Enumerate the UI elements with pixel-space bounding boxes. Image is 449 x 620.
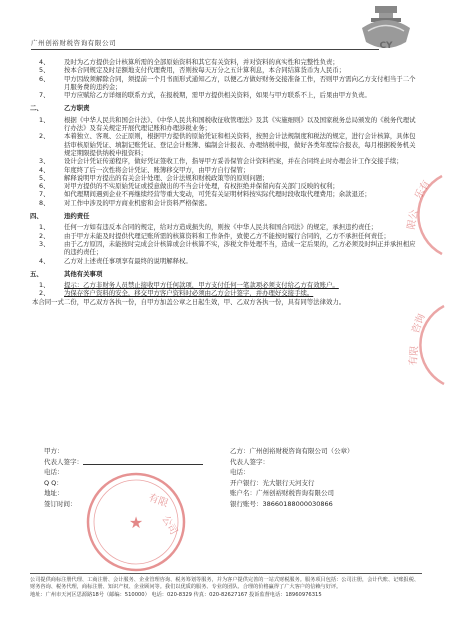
clause-l2 — [30, 232, 418, 240]
qq-label: Q Q： — [44, 478, 63, 487]
address-label: 地址： — [44, 489, 64, 498]
clause-b3 — [30, 157, 418, 165]
svg-text:乐有: 乐有 — [413, 178, 433, 202]
account-name-label: 账户名： — [230, 489, 256, 498]
clause-text: 设计会计凭证传递程序，做好凭证签收工作，指导甲方妥善保管会计资料档案，并在合同终止时办理会计工作交接手续； — [64, 157, 403, 166]
section-heading-liability — [30, 212, 418, 220]
party-a-name-row — [44, 446, 244, 457]
account-number-value: 38660188000030866 — [262, 499, 333, 508]
party-b-signature-block — [230, 446, 430, 510]
clause-b5 — [30, 174, 418, 182]
clause-text: 按本合同规定及时足额地支付代理费用，否则按每天万分之五计算利息，本合同结算货币为人民币； — [64, 66, 346, 75]
clause-text: 根据《中华人民共和国会计法》、《中华人民共和国税收征收管理法》及其《实施细则》以及国家税务总局颁发的《税务代理试行办法》及有关规定开展代理记账和办理涉税业务； — [64, 115, 416, 133]
clause-l3 — [30, 240, 418, 257]
clause-text: 提示：乙方非财务人员禁止接收甲方任何款项，甲方支付任何一笔款项必须支付给乙方有效账户。 — [64, 281, 339, 290]
clause-text: 由于乙方原因，未能按时完成会计核算或会计核算不实，涉税文件处理不当，造成一定后果的，乙方必须及时纠正并承担相应的违约责任； — [64, 239, 416, 257]
party-a-label: 甲方： — [44, 447, 64, 455]
clause-text: 年度终了后一次性将会计凭证、账簿移交甲方，由甲方自行保管； — [64, 165, 250, 174]
bank-label: 开户银行： — [230, 478, 263, 487]
page-footer — [30, 573, 422, 599]
clause-number: 6、 — [39, 74, 50, 83]
clause-number: 1、 — [39, 281, 50, 290]
party-b-account-name-row — [230, 488, 430, 499]
party-a-obligations — [30, 58, 418, 99]
clause-text: 解释说明甲方提出的有关会计处理、会计法规和财税政策等的原则问题； — [64, 173, 269, 182]
clause-b7 — [30, 190, 418, 198]
rep-label: 代表人签字： — [230, 457, 269, 466]
clause-l1 — [30, 223, 418, 231]
clause-number: 3、 — [39, 239, 50, 248]
party-a-address-row — [44, 488, 244, 499]
section-heading-other — [30, 270, 418, 278]
clause-text: 如代理期间遇到企业不再继续经营等重大变动，可凭有关证明材料按实际代理时段收取代理费用；余款退还； — [64, 190, 371, 199]
party-b-account-number-row — [230, 499, 430, 510]
other-clauses — [30, 281, 418, 298]
clause-a5 — [30, 66, 418, 74]
clause-b1 — [30, 116, 418, 133]
section-heading-party-b — [30, 104, 418, 112]
footer-description: 公司提供商标注册代理、工商注册、会计服务、企业管理咨询、税务筹划等服务，并为客户提供完善的一站式财税服务。服务项目包括：公司注册，会计代账、记账报税、财务咨询、税务代理，商标注册、知识产权、企业顾问等。我们以优质的服务、专业的团队、合理的价格赢得了广大客户的信赖与好评。 — [30, 577, 420, 590]
party-b-obligations — [30, 116, 418, 207]
section-title: 违约责任 — [64, 212, 90, 221]
section-number: 四、 — [30, 212, 43, 221]
footer-contact: 地址：广州市天河区思源路18号（邮编：510000） 电话：020-8329 传真：020-82627167 投诉监督电话：18960976315 — [30, 592, 322, 598]
svg-text:公司: 公司 — [159, 514, 179, 537]
svg-text:★: ★ — [128, 513, 144, 532]
clause-b2 — [30, 132, 418, 157]
clause-b8 — [30, 199, 418, 207]
party-a-rep-row — [44, 457, 244, 468]
clause-number: 4、 — [39, 256, 50, 265]
rep-label: 代表人签字： — [44, 457, 83, 466]
clause-o2 — [30, 289, 418, 297]
signature-line — [83, 457, 203, 465]
clause-text: 为保存客户资料的安全，移交甲方客户资料时必须由乙方会计签字，并办理好交接手续。 — [64, 289, 314, 298]
section-title: 其他有关事项 — [64, 269, 103, 278]
clause-text: 本着独立、客观、公正原则，根据甲方提供的原始凭证和相关资料，按照会计法规制度和税法的规定，进行会计核算，具体包括审核原始凭证、填制记账凭证、登记会计账簿、编制会计报表、办理纳税申报，做好各类年度综合报表，每月根据税务机关规定期限提供纳税申报资料； — [64, 132, 416, 157]
clause-number: 7、 — [39, 91, 50, 100]
clause-number: 2、 — [39, 231, 50, 240]
clause-number: 5、 — [39, 66, 50, 75]
company-logo — [356, 4, 416, 62]
party-b-rep-row — [230, 457, 430, 468]
clause-number: 5、 — [39, 173, 50, 182]
svg-text:有限: 有限 — [146, 492, 170, 510]
section-number: 五、 — [30, 269, 43, 278]
clause-text: 任何一方如有违反本合同的规定，给对方造成损失的，则按《中华人民共和国合同法》的规定，承担违约责任； — [64, 223, 378, 232]
clause-number: 6、 — [39, 182, 50, 191]
party-b-phone-row — [230, 467, 430, 478]
party-b-label: 乙方： — [230, 447, 250, 455]
logo-text: CY — [379, 41, 393, 51]
party-a-qq-row — [44, 478, 244, 489]
clause-number: 4、 — [39, 165, 50, 174]
clause-a7 — [30, 91, 418, 99]
clause-l4 — [30, 257, 418, 265]
clause-number: 1、 — [39, 223, 50, 232]
phone-label: 电话： — [230, 468, 250, 477]
header-divider — [31, 49, 379, 50]
clause-text: 对甲方提供的不实原始凭证或授意做出的不当会计处理，有权拒绝并保留向有关部门反映的权利； — [64, 182, 339, 191]
party-b-bank-row — [230, 478, 430, 489]
clause-text: 由于甲方未能及时提供代理记账所需的核算资料和工作条件，致使乙方不能按时履行合同的，乙方不承担任何责任； — [64, 231, 390, 240]
clause-number: 2、 — [39, 289, 50, 298]
clause-number: 1、 — [39, 115, 50, 124]
clause-b4 — [30, 166, 418, 174]
party-a-phone-row — [44, 467, 244, 478]
svg-text:咨询: 咨询 — [410, 312, 428, 336]
date-label: 签订时间： — [44, 499, 77, 508]
section-title: 乙方职责 — [64, 104, 90, 113]
bank-value: 光大银行天河支行 — [262, 478, 315, 487]
svg-text:限公: 限公 — [406, 208, 421, 231]
clause-text: 对工作中涉及的甲方商业机密和会计资料严格保密。 — [64, 198, 211, 207]
closing-statement: 本合同一式二份，甲乙双方各执一份，自甲方加盖公章之日起生效，甲、乙双方各执一份，具有同等法律效力。 — [32, 297, 346, 306]
clause-number: 2、 — [39, 132, 50, 141]
section-number: 二、 — [30, 104, 43, 113]
clause-a6 — [30, 75, 418, 92]
clause-text: 甲方因故须解除合同，须提前一个月书面形式通知乙方，以便乙方做好财务交接准备工作，否则甲方需向乙方支付相当于二个月服务费的违约金； — [64, 74, 416, 91]
contract-body — [30, 58, 421, 306]
clause-number: 7、 — [39, 190, 50, 199]
phone-label: 电话： — [44, 468, 64, 477]
liability-clauses — [30, 223, 418, 264]
clause-text: 乙方对上述责任事项享有最终的说明解释权。 — [64, 256, 192, 265]
clause-text: 甲方应赋给乙方详细的联系方式，在报税期，需甲方提供相关资料，如果与甲方联系不上，后果由甲方负责。 — [64, 91, 371, 100]
clause-text: 及时为乙方提供会计核算所需的全部原始资料和其它有关资料，并对资料的真实性和完整性负责； — [64, 58, 339, 66]
party-a-signature-block — [44, 446, 244, 510]
account-name-value: 广州创裕财税咨询有限公司 — [256, 489, 334, 498]
account-number-label: 银行账号： — [230, 499, 263, 508]
margin-seal-lower — [378, 300, 448, 390]
party-b-name-row — [230, 446, 430, 457]
company-header: 广州创裕财税咨询有限公司 — [31, 39, 117, 47]
clause-number: 4、 — [39, 58, 50, 66]
clause-number: 8、 — [39, 198, 50, 207]
party-b-name: 广州创裕财税咨询有限公司（公章） — [249, 447, 354, 455]
party-a-date-row — [44, 499, 244, 510]
clause-number: 3、 — [39, 157, 50, 166]
svg-text:有限: 有限 — [408, 345, 421, 367]
